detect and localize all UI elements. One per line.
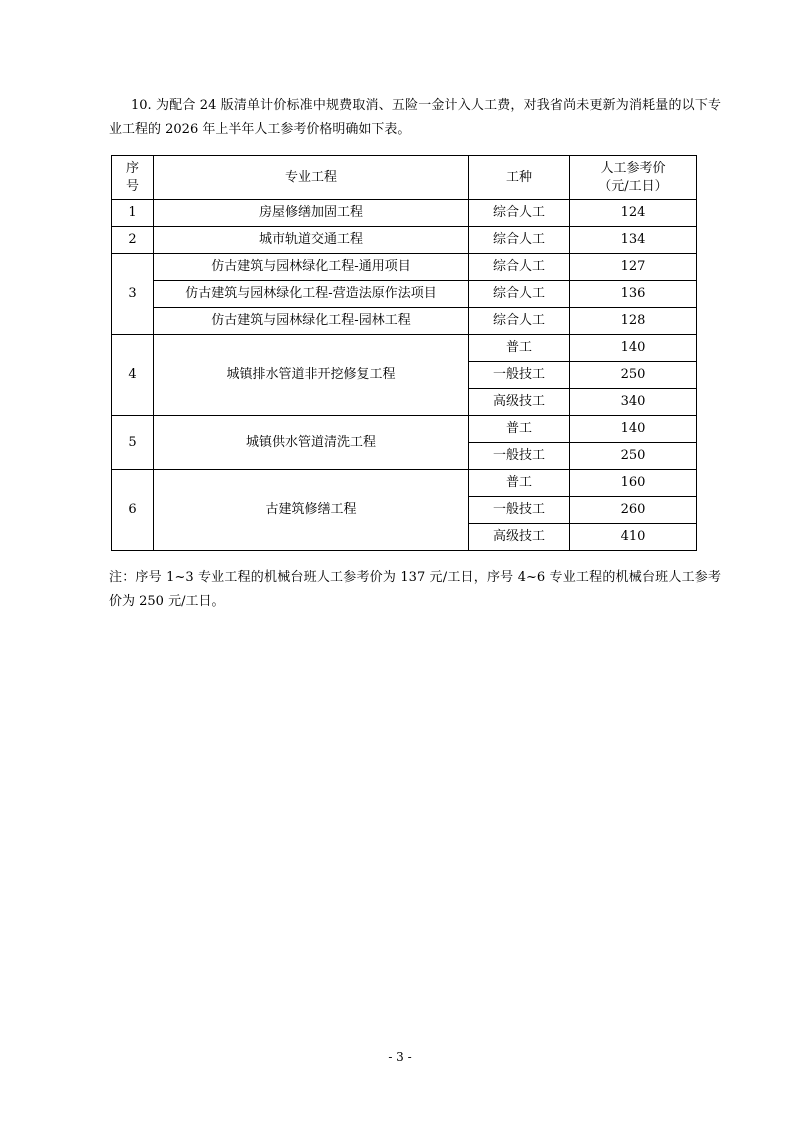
price-cell: 410 — [570, 524, 697, 551]
price-cell: 250 — [570, 443, 697, 470]
seq-cell: 2 — [112, 227, 154, 254]
project-cell: 仿古建筑与园林绿化工程-园林工程 — [154, 308, 469, 335]
worktype-cell: 综合人工 — [469, 254, 570, 281]
worktype-cell: 普工 — [469, 416, 570, 443]
table-row — [112, 200, 697, 227]
table-row — [112, 470, 697, 497]
header-seq: 序 号 — [112, 156, 154, 200]
worktype-cell: 综合人工 — [469, 227, 570, 254]
price-cell: 160 — [570, 470, 697, 497]
price-cell: 140 — [570, 416, 697, 443]
table-row — [112, 416, 697, 443]
project-cell: 城镇排水管道非开挖修复工程 — [154, 335, 469, 416]
header-worktype: 工种 — [469, 156, 570, 200]
worktype-cell: 一般技工 — [469, 497, 570, 524]
seq-cell: 3 — [112, 254, 154, 335]
price-cell: 127 — [570, 254, 697, 281]
price-cell: 340 — [570, 389, 697, 416]
worktype-cell: 综合人工 — [469, 308, 570, 335]
seq-cell: 5 — [112, 416, 154, 470]
worktype-cell: 一般技工 — [469, 362, 570, 389]
price-cell: 136 — [570, 281, 697, 308]
worktype-cell: 高级技工 — [469, 524, 570, 551]
price-cell: 260 — [570, 497, 697, 524]
worktype-cell: 综合人工 — [469, 200, 570, 227]
worktype-cell: 综合人工 — [469, 281, 570, 308]
worktype-cell: 普工 — [469, 335, 570, 362]
intro-paragraph: 10. 为配合 24 版清单计价标准中规费取消、五险一金计入人工费，对我省尚未更新为消耗量的以下专业工程的 2026 年上半年人工参考价格明确如下表。 — [109, 98, 721, 137]
project-cell: 城镇供水管道清洗工程 — [154, 416, 469, 470]
price-cell: 128 — [570, 308, 697, 335]
project-cell: 房屋修缮加固工程 — [154, 200, 469, 227]
price-cell: 124 — [570, 200, 697, 227]
seq-cell: 4 — [112, 335, 154, 416]
worktype-cell: 普工 — [469, 470, 570, 497]
worktype-cell: 一般技工 — [469, 443, 570, 470]
price-cell: 140 — [570, 335, 697, 362]
table-row — [112, 254, 697, 281]
project-cell: 仿古建筑与园林绿化工程-营造法原作法项目 — [154, 281, 469, 308]
price-cell: 134 — [570, 227, 697, 254]
worktype-cell: 高级技工 — [469, 389, 570, 416]
table-row — [112, 227, 697, 254]
table-header-row — [112, 156, 697, 200]
table-row — [112, 308, 697, 335]
seq-cell: 1 — [112, 200, 154, 227]
project-cell: 仿古建筑与园林绿化工程-通用项目 — [154, 254, 469, 281]
price-cell: 250 — [570, 362, 697, 389]
project-cell: 古建筑修缮工程 — [154, 470, 469, 551]
header-price: 人工参考价 （元/工日） — [570, 156, 697, 200]
seq-cell: 6 — [112, 470, 154, 551]
table-footnote: 注：序号 1~3 专业工程的机械台班人工参考价为 137 元/工日，序号 4~6 专业工程的机械台班人工参考价为 250 元/工日。 — [109, 570, 721, 609]
project-cell: 城市轨道交通工程 — [154, 227, 469, 254]
page-number: - 3 - — [388, 1050, 412, 1064]
header-project: 专业工程 — [154, 156, 469, 200]
table-row — [112, 281, 697, 308]
labor-price-table — [111, 155, 697, 551]
table-row — [112, 335, 697, 362]
